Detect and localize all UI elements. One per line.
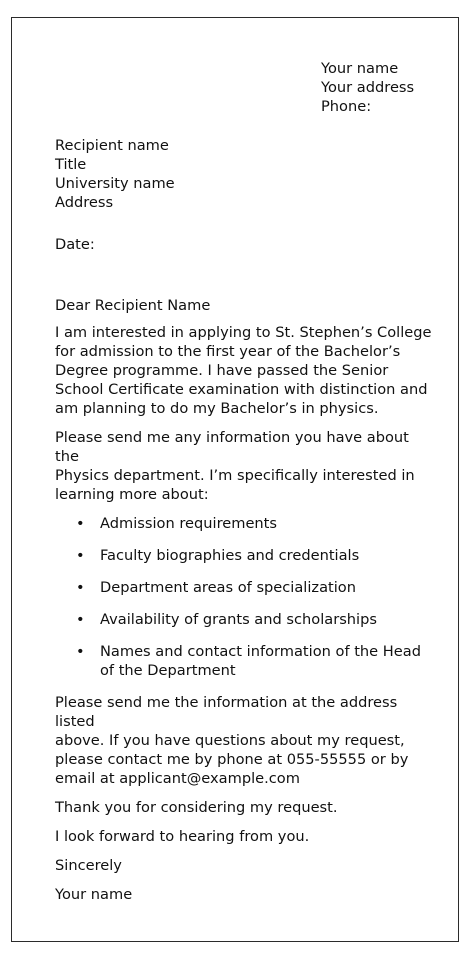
list-item: [55, 610, 435, 629]
paragraph-line: School Certificate examination with distinction and: [55, 381, 428, 398]
salutation: Dear Recipient Name: [55, 297, 211, 314]
bullet-icon: •: [76, 547, 85, 564]
paragraph-line: am planning to do my Bachelor’s in physics.: [55, 400, 379, 417]
paragraph-contact: [55, 693, 435, 788]
letter-body: [55, 58, 435, 904]
recipient-university: University name: [55, 175, 175, 192]
interest-list: [55, 514, 435, 680]
sender-address: Your address: [321, 79, 415, 96]
list-item-text: Names and contact information of the Head: [100, 643, 421, 660]
list-item-text: of the Department: [100, 662, 236, 679]
recipient-name: Recipient name: [55, 137, 169, 154]
list-item-text: Faculty biographies and credentials: [100, 547, 360, 564]
letter-page: [11, 17, 459, 942]
thanks-line: Thank you for considering my request.: [55, 799, 338, 816]
bullet-icon: •: [76, 643, 85, 660]
bullet-icon: •: [76, 611, 85, 628]
paragraph-line: Physics department. I’m specifically interested in: [55, 467, 415, 484]
paragraph-line: above. If you have questions about my request,: [55, 732, 405, 749]
recipient-block: [55, 136, 435, 212]
paragraph-request: [55, 428, 435, 504]
bullet-icon: •: [76, 579, 85, 596]
signature: Your name: [55, 886, 133, 903]
list-item-text: Availability of grants and scholarships: [100, 611, 377, 628]
paragraph-line: Please send me any information you have about the: [55, 429, 409, 465]
list-item: [55, 546, 435, 565]
list-item-text: Department areas of specialization: [100, 579, 356, 596]
paragraph-line: email at applicant@example.com: [55, 770, 300, 787]
sender-name: Your name: [321, 60, 399, 77]
paragraph-line: Please send me the information at the address listed: [55, 694, 398, 730]
date-line: Date:: [55, 236, 95, 253]
paragraph-intro: [55, 323, 435, 418]
recipient-title: Title: [55, 156, 87, 173]
paragraph-line: learning more about:: [55, 486, 209, 503]
bullet-icon: •: [76, 515, 85, 532]
list-item: [55, 642, 435, 680]
paragraph-line: Degree programme. I have passed the Senior: [55, 362, 389, 379]
forward-line: I look forward to hearing from you.: [55, 828, 310, 845]
list-item: [55, 578, 435, 597]
sender-phone: Phone:: [321, 98, 372, 115]
recipient-address: Address: [55, 194, 114, 211]
paragraph-line: I am interested in applying to St. Stephen’s College: [55, 324, 432, 341]
paragraph-line: for admission to the first year of the Bachelor’s: [55, 343, 401, 360]
closing: Sincerely: [55, 857, 122, 874]
list-item: [55, 514, 435, 533]
paragraph-line: please contact me by phone at 055-55555 or by: [55, 751, 409, 768]
list-item-text: Admission requirements: [100, 515, 277, 532]
